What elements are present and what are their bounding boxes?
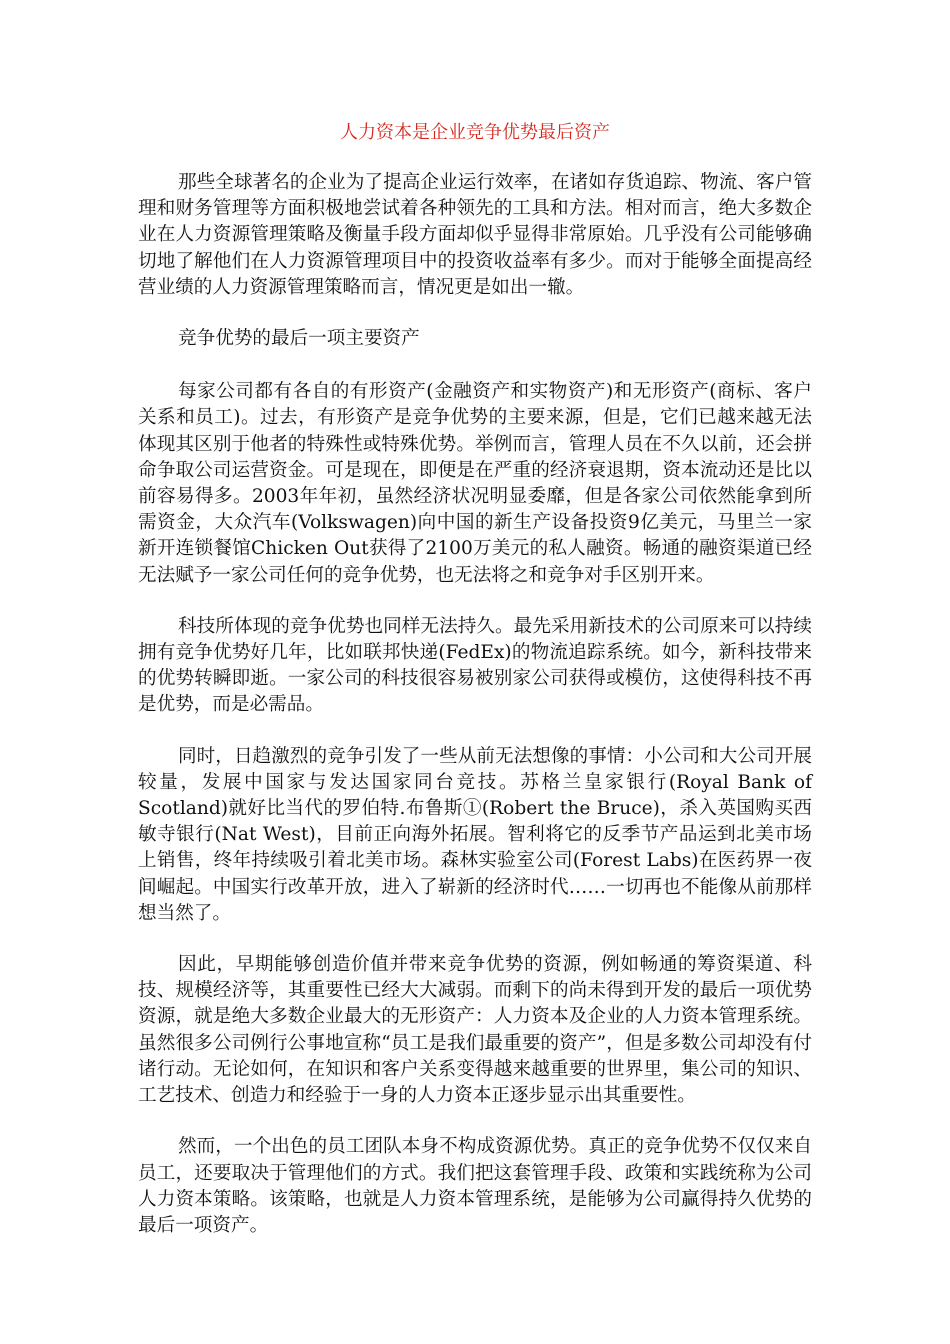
paragraph-assets: 每家公司都有各自的有形资产(金融资产和实物资产)和无形资产(商标、客户关系和员工)。过去，有形资产是竞争优势的主要来源，但是，它们已越来越无法体现其区别于他者的特殊性或特殊优势。举例而言，管理人员在不久以前，还会拼命争取公司运营资金。可是现在，即便是在严重的经济衰退期，资本流动还是比以前容易得多。2003年年初，虽然经济状况明显委靡，但是各家公司依然能拿到所需资金，大众汽车(Volkswagen)向中国的新生产设备投资9亿美元，马里兰一家新开连锁餐馆Chicken Out获得了2100万美元的私人融资。畅通的融资渠道已经无法赋予一家公司任何的竞争优势，也无法将之和竞争对手区别开来。 bbox=[138, 381, 812, 586]
paragraph-conclusion: 然而，一个出色的员工团队本身不构成资源优势。真正的竞争优势不仅仅来自员工，还要取决于管理他们的方式。我们把这套管理手段、政策和实践统称为公司人力资本策略。该策略，也就是人力资本管理系统，是能够为公司赢得持久优势的最后一项资产。 bbox=[138, 1136, 812, 1236]
section-heading: 竞争优势的最后一项主要资产 bbox=[178, 328, 420, 350]
paragraph-technology: 科技所体现的竞争优势也同样无法持久。最先采用新技术的公司原来可以持续拥有竞争优势好几年，比如联邦快递(FedEx)的物流追踪系统。如今，新科技带来的优势转瞬即逝。一家公司的科技很容易被别家公司获得或模仿，这使得科技不再是优势，而是必需品。 bbox=[138, 615, 812, 716]
document-page bbox=[138, 118, 812, 1264]
paragraph-intro: 那些全球著名的企业为了提高企业运行效率，在诸如存货追踪、物流、客户管理和财务管理等方面积极地尝试着各种领先的工具和方法。相对而言，绝大多数企业在人力资源管理策略及衡量手段方面却似乎显得非常原始。几乎没有公司能够确切地了解他们在人力资源管理项目中的投资收益率有多少。而对于能够全面提高经营业绩的人力资源管理策略而言，情况更是如出一辙。 bbox=[138, 172, 812, 298]
paragraph-human-capital: 因此，早期能够创造价值并带来竞争优势的资源，例如畅通的筹资渠道、科技、规模经济等，其重要性已经大大减弱。而剩下的尚未得到开发的最后一项优势资源，就是绝大多数企业最大的无形资产：人力资本及企业的人力资本管理系统。虽然很多公司例行公事地宣称“员工是我们最重要的资产”，但是多数公司却没有付诸行动。无论如何，在知识和客户关系变得越来越重要的世界里，集公司的知识、工艺技术、创造力和经验于一身的人力资本正逐步显示出其重要性。 bbox=[138, 954, 812, 1107]
document-title: 人力资本是企业竞争优势最后资产 bbox=[340, 122, 610, 143]
paragraph-competition: 同时，日趋激烈的竞争引发了一些从前无法想像的事情：小公司和大公司开展较量，发展中国家与发达国家同台竞技。苏格兰皇家银行(Royal Bank of Scotland)就好比当代的罗伯特.布鲁斯①(Robert the Bruce)，杀入英国购买西敏寺银行(Nat West)，目前正向海外拓展。智利将它的反季节产品运到北美市场上销售，终年持续吸引着北美市场。森林实验室公司(Forest Labs)在医药界一夜间崛起。中国实行改革开放，进入了崭新的经济时代……一切再也不能像从前那样想当然了。 bbox=[138, 745, 812, 924]
